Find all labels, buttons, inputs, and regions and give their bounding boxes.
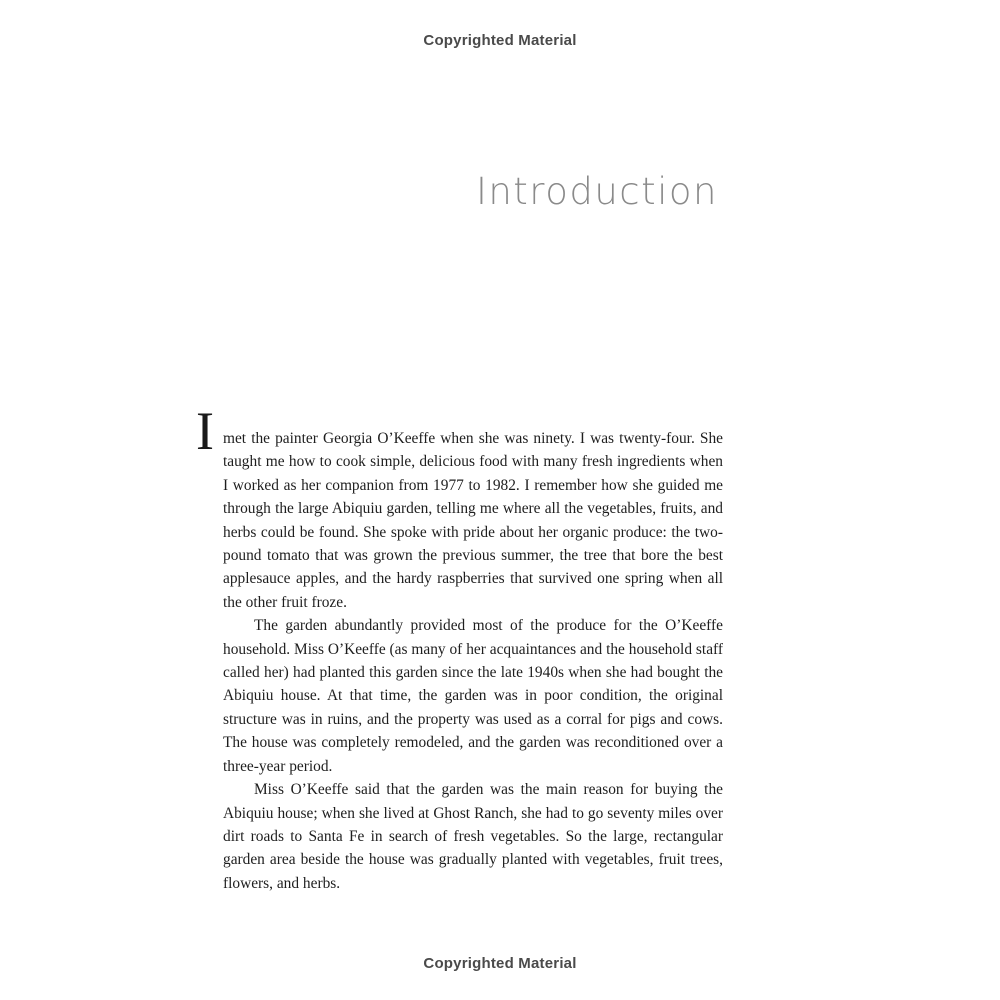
paragraph-2: The garden abundantly provided most of the produce for the O’Keeffe household. Miss O’Keeffe (as many of her acquaintances and the household staff called her) had planted this garden since the late 1940s when she had bought the Abiquiu house. At that time, the garden was in poor condition, the original structure was in ruins, and the property was used as a corral for pigs and cows. The house was completely remodeled, and the garden was reconditioned over a three-year period. [223,617,723,775]
body-text [223,427,723,895]
drop-cap: I [196,401,214,461]
paragraph-1: met the painter Georgia O’Keeffe when she was ninety. I was twenty-four. She taught me how to cook simple, delicious food with many fresh ingredients when I worked as her companion from 1977 to 1982. I remember how she guided me through the large Abiquiu garden, telling me where all the vegetables, fruits, and herbs could be found. She spoke with pride about her organic produce: the two-pound tomato that was grown the previous summer, the tree that bore the best applesauce apples, and the hardy raspberries that survived one spring when all the other fruit froze. [223,430,723,611]
copyright-watermark-bottom: Copyrighted Material [423,955,577,972]
chapter-title: Introduction [475,170,718,213]
copyright-watermark-top: Copyrighted Material [423,32,577,49]
paragraph-3: Miss O’Keeffe said that the garden was the main reason for buying the Abiquiu house; when she lived at Ghost Ranch, she had to go seventy miles over dirt roads to Santa Fe in search of fresh vegetables. So the large, rectangular garden area beside the house was gradually planted with vegetables, fruit trees, flowers, and herbs. [223,781,723,892]
